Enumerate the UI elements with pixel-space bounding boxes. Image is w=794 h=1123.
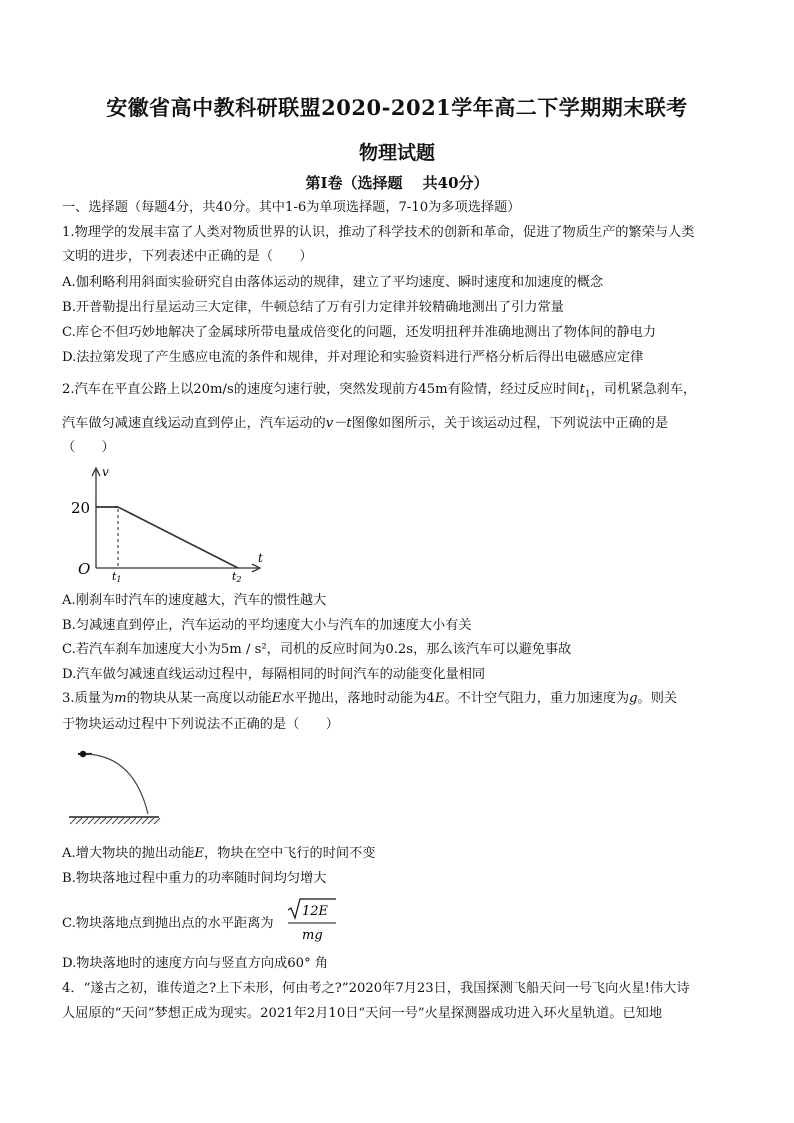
q2-vt-symbol: v－t	[325, 416, 352, 431]
q3-option-b: B.物块落地过程中重力的功率随时间均匀增大	[62, 871, 327, 886]
q2-graph-t1-sub: 1	[116, 575, 122, 582]
q3-text-c: 水平抛出，落地时动能为4	[281, 691, 435, 706]
q2-graph-t2-sub: 2	[236, 575, 242, 582]
q2-graph-t1-label	[112, 570, 122, 582]
q2-graph-t1-letter: t	[112, 570, 117, 582]
q2-stem-line2	[62, 415, 668, 433]
q2-graph-decel-line	[118, 507, 238, 568]
q3-energy-symbol: E	[271, 691, 282, 706]
q1-option-b: B.开普勒提出行星运动三大定律，牛顿总结了万有引力定律并较精确地测出了引力常量	[62, 300, 564, 315]
q2-graph-v20-label: 20	[71, 499, 91, 517]
q3-option-a-text2: ，物块在空中飞行的时间不变	[204, 846, 376, 861]
q1-stem-line1: 1.物理学的发展丰富了人类对物质世界的认识，推动了科学技术的创新和革命，促进了物质生产的繁荣与人类	[62, 225, 695, 240]
q3-projectile-figure	[64, 742, 184, 832]
q2-stem-line3: （ ）	[62, 440, 115, 455]
q4-stem-line2: 人屈原的“天问”梦想正成为现实。2021年2月10日“天问一号”火星探测器成功进入环火星轨道。已知地	[62, 1006, 663, 1021]
q2-vt-graph	[66, 462, 276, 582]
q3-option-a	[62, 845, 375, 863]
q3-stem-line1	[62, 690, 677, 708]
volume-title: 第Ⅰ卷（选择题 共40分）	[305, 174, 489, 192]
q2-option-a: A.刚刹车时汽车的速度越大，汽车的惯性越大	[62, 593, 327, 608]
q2-graph-t2-label	[232, 570, 242, 582]
q2-option-b: B.匀减速直到停止，汽车运动的平均速度大小与汽车的加速度大小有关	[62, 618, 472, 633]
exam-title: 安徽省高中教科研联盟2020-2021学年高二下学期期末联考	[106, 95, 688, 120]
q3-formula-numerator: 12E	[302, 904, 329, 919]
q3-trajectory	[86, 754, 148, 814]
q2-t1-subscript: 1	[584, 389, 591, 400]
q2-stem-text-a: 2.汽车在平直公路上以20m/s的速度匀速行驶，突然发现前方45m有险情，经过反应时间	[62, 382, 580, 397]
q3-formula-denominator: mg	[302, 928, 323, 943]
q3-text-a: 3.质量为	[62, 691, 115, 706]
q4-stem-line1: 4．“遂古之初，谁传道之?上下未形，何由考之?”2020年7月23日，我国探测飞船天问一号飞向火星!伟大诗	[62, 981, 690, 996]
q3-ground-hatching	[70, 818, 160, 824]
q1-option-a: A.伽利略利用斜面实验研究自由落体运动的规律，建立了平均速度、瞬时速度和加速度的概念	[62, 275, 604, 290]
q2-option-c: C.若汽车刹车加速度大小为5m / s²，司机的反应时间为0.2s，那么该汽车可以避免事故	[62, 642, 572, 657]
q2-t1-symbol: t	[579, 382, 585, 397]
q3-text-d: 。不计空气阻力，重力加速度为	[444, 691, 630, 706]
q1-option-d: D.法拉第发现了产生感应电流的条件和规律，并对理论和实验资料进行严格分析后得出电磁感应定律	[62, 350, 644, 365]
q3-text-e: 。则关	[637, 691, 678, 706]
q3-option-a-symbol: E	[194, 846, 205, 861]
q3-option-c-text: C.物块落地点到抛出点的水平距离为	[62, 916, 274, 931]
q3-energy-symbol-2: E	[434, 691, 445, 706]
q3-block	[80, 751, 86, 757]
q3-option-a-text1: A.增大物块的抛出动能	[62, 846, 195, 861]
q2-graph-origin-label: O	[78, 560, 91, 578]
q2-stem-text-b: ，司机紧急刹车，	[590, 382, 697, 397]
q2-graph-t2-letter: t	[232, 570, 237, 582]
q1-option-c: C.库仑不但巧妙地解决了金属球所带电量成倍变化的问题，还发明扭秤并准确地测出了物体间的静电力	[62, 325, 657, 340]
q2-graph-v-label: v	[102, 465, 109, 479]
q3-option-c-formula	[286, 896, 340, 944]
q3-stem-line2: 于物块运动过程中下列说法不正确的是（ ）	[62, 717, 339, 732]
q3-mass-symbol: m	[114, 691, 127, 706]
q2-stem-text-d: 图像如图所示，关于该运动过程，下列说法中正确的是	[351, 416, 669, 431]
q1-stem-line2: 文明的进步，下列表述中正确的是（ ）	[62, 249, 313, 264]
q3-option-d: D.物块落地时的速度方向与竖直方向成60° 角	[62, 956, 329, 971]
q3-g-symbol: g	[629, 691, 638, 706]
section-intro: 一、选择题（每题4分，共40分。其中1-6为单项选择题，7-10为多项选择题）	[62, 200, 521, 215]
q3-option-c	[62, 915, 274, 933]
q2-stem-line1	[62, 381, 696, 404]
q3-text-b: 的物块从某一高度以动能	[126, 691, 272, 706]
q2-option-d: D.汽车做匀减速直线运动过程中，每隔相同的时间汽车的动能变化量相同	[62, 667, 486, 682]
subject-title: 物理试题	[358, 142, 435, 164]
q2-stem-text-c: 汽车做匀减速直线运动直到停止，汽车运动的	[62, 416, 326, 431]
q2-graph-t-label: t	[258, 551, 263, 565]
